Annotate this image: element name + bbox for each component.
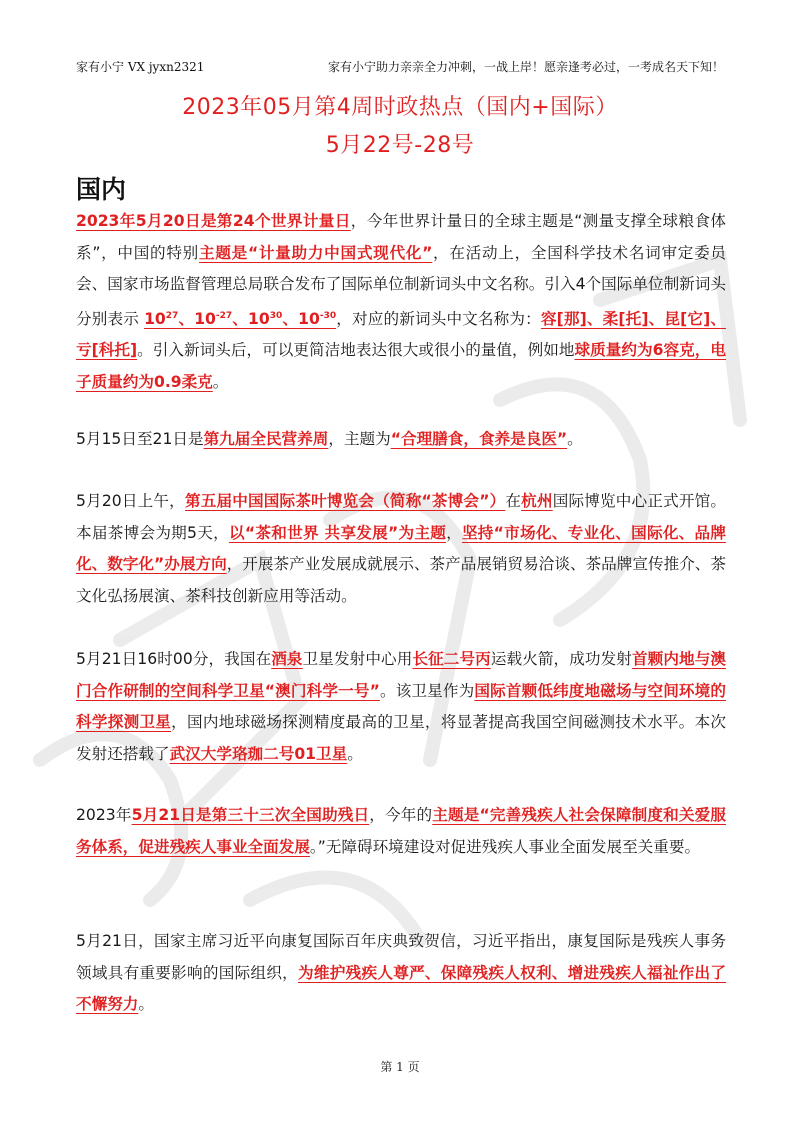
- body-text: 5月21日，国家主席习近平向康复国际百年庆典致贺信，习近平指出，康复国际是残疾人事务领域具有重要影响的国际组织，: [76, 932, 726, 982]
- body-text: ，开展茶产业发展成就展示、茶产品展销贸易洽谈、茶品牌宣传推介、茶文化弘扬展演、茶科技创新应用等活动。: [76, 555, 726, 605]
- body-text: 。”无障碍环境建设对促进残疾人事业全面发展至关重要。: [309, 837, 701, 856]
- highlight-text: 首颗内地与澳门合作研制的空间科学卫星“澳门科学一号”: [76, 650, 726, 700]
- power-base: 10: [248, 309, 270, 328]
- paragraph-tea-expo: [76, 486, 726, 612]
- highlight-text: “合理膳食，食养是良医”: [390, 430, 568, 448]
- highlight-text: 杭州: [521, 492, 553, 510]
- body-text: 。该卫星作为: [379, 681, 475, 700]
- power-exponent: -30: [319, 310, 337, 321]
- body-text: 。: [212, 372, 229, 391]
- highlight-text: 主题是“计量助力中国式现代化”: [199, 243, 433, 262]
- power-base: 10: [194, 309, 216, 328]
- body-text: ，主题为: [328, 430, 391, 448]
- document-title: 2023年05月第4周时政热点（国内+国际）: [182, 95, 618, 120]
- power-base: 10: [144, 309, 166, 328]
- paragraph-world-metrology-day: [76, 206, 726, 398]
- header-right-text: 家有小宁助力亲亲全力冲刺，一战上岸！愿亲逢考必过，一考成名天下知！: [327, 60, 724, 74]
- separator: 、: [232, 309, 249, 328]
- power-exponent: 27: [165, 310, 179, 321]
- body-text: 。: [138, 995, 154, 1013]
- body-text: ，今年世界计量日的全球主题是“测量支撑全球粮食体系”，中国的特别: [76, 212, 726, 262]
- body-text: 运载火箭，成功发射: [490, 650, 632, 668]
- body-text: 5月15日至21日是: [76, 430, 204, 448]
- separator: 、: [178, 309, 195, 328]
- highlight-text: 主题是“完善残疾人社会保障制度和关爱服务体系，促进残疾人事业全面发展: [76, 806, 726, 856]
- highlight-text: 第九届全民营养周: [203, 430, 329, 448]
- page-header: [76, 58, 724, 78]
- body-text: ，今年的: [369, 806, 433, 824]
- body-text: 。引入新词头后，可以更简洁地表达很大或很小的量值，例如地: [137, 341, 575, 360]
- document-subtitle-date-range: 5月22号-28号: [325, 133, 475, 158]
- highlight-text: 酒泉: [271, 650, 303, 668]
- highlight-text: 为维护残疾人尊严、保障残疾人权利、增进残疾人福祉作出了不懈努力: [76, 963, 726, 1013]
- highlight-text: 5月21日是第三十三次全国助残日: [131, 806, 370, 824]
- highlight-text: 国际首颗低纬度地磁场与空间环境的科学探测卫星: [76, 681, 726, 731]
- body-text: 2023年: [76, 806, 132, 824]
- power-exponent: -27: [215, 310, 233, 321]
- paragraph-disability-day: [76, 800, 726, 863]
- body-text: 。: [347, 744, 363, 763]
- paragraph-macau-satellite: [76, 644, 726, 770]
- body-text: 国际博览中心正式开馆。本届茶博会为期5天，: [76, 492, 726, 542]
- highlight-text: 坚持“市场化、专业化、国际化、品牌化、数字化”办展方向: [76, 523, 726, 573]
- section-heading-domestic: 国内: [76, 175, 127, 204]
- body-text: 5月21日16时00分，我国在: [76, 650, 272, 668]
- page-number: 1: [396, 1060, 404, 1074]
- separator: 、: [282, 309, 299, 328]
- body-text: ，在活动上，全国科学技术名词审定委员会、国家市场监督管理总局联合发布了国际单位制新词头中文名称。引入4个国际单位制新词头分别表示: [76, 243, 726, 328]
- body-text: 。: [567, 430, 583, 448]
- power-exponent: 30: [269, 310, 283, 321]
- highlight-text: 武汉大学珞珈二号01卫星: [169, 744, 348, 763]
- body-text: ，国内地球磁场探测精度最高的卫星，将显著提高我国空间磁测技术水平。本次发射还搭载了: [76, 713, 726, 763]
- page-number-footer: [0, 1058, 800, 1075]
- highlight-text: 长征二号丙: [412, 650, 491, 668]
- highlight-text: 容[那]、柔[托]、昆[它]、亏[科托]: [76, 309, 726, 360]
- body-text: 5月20日上午，: [76, 492, 185, 510]
- highlight-text: 以“茶和世界 共享发展”为主题: [228, 523, 447, 542]
- paragraph-rehabilitation-international: [76, 926, 726, 1021]
- power-base: 10: [298, 309, 320, 328]
- highlight-text: 第五届中国国际茶叶博览会（简称“茶博会”）: [184, 492, 506, 510]
- highlight-text: 2023年5月20日是第24个世界计量日: [76, 212, 351, 230]
- header-left-text: 家有小宁 VX jyxn2321: [76, 60, 205, 74]
- highlight-text: 球质量约为6容克，电子质量约为0.9柔克: [76, 341, 726, 391]
- paragraph-nutrition-week: [76, 424, 726, 456]
- body-text: 在: [505, 492, 522, 510]
- body-text: ，对应的新词头中文名称为：: [336, 309, 541, 328]
- page-number-prefix: 第: [380, 1060, 393, 1074]
- body-text: 卫星发射中心用: [302, 650, 413, 668]
- body-text: ，: [446, 523, 462, 542]
- highlight-prefix-powers: [144, 310, 336, 328]
- page-number-suffix: 页: [407, 1060, 420, 1074]
